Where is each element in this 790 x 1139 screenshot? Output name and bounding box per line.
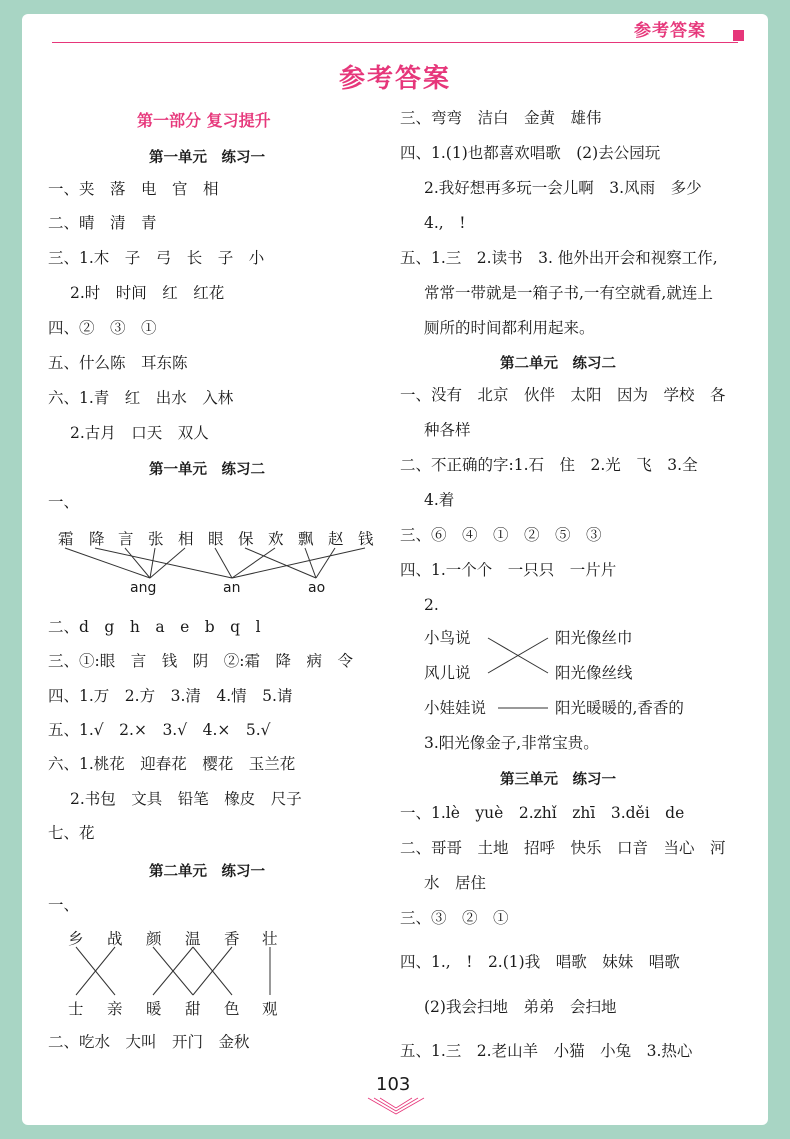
page-number: 103 <box>376 1074 411 1095</box>
match-char: 赵 <box>328 530 344 548</box>
answer-line: 一、1.lè yuè 2.zhǐ zhī 3.děi de <box>400 804 685 822</box>
match-char: 钱 <box>358 530 374 548</box>
answer-line: 2. <box>424 596 439 614</box>
question-number: 一、 <box>48 896 80 914</box>
answer-line: 2.书包 文具 铅笔 橡皮 尺子 <box>70 790 302 808</box>
answer-line: 二、d g h a e b q l <box>48 618 261 636</box>
match-char: 乡 <box>68 930 84 948</box>
answer-line: 厕所的时间都利用起来。 <box>424 319 595 337</box>
question-number: 一、 <box>48 493 80 511</box>
answer-line: 三、③ ② ① <box>400 909 509 927</box>
match-sound: ao <box>308 580 326 596</box>
answer-line: 三、弯弯 洁白 金黄 雄伟 <box>400 109 602 127</box>
section-heading-u3e1: 第三单元 练习一 <box>500 772 616 788</box>
match-char: 色 <box>224 1000 240 1018</box>
match-char: 相 <box>178 530 194 548</box>
answer-line: 五、1.√ 2.× 3.√ 4.× 5.√ <box>48 721 271 739</box>
answer-line: 四、1.(1)也都喜欢唱歌 (2)去公园玩 <box>400 144 661 162</box>
match-left: 风儿说 <box>424 664 471 682</box>
answer-line: 水 居住 <box>424 874 487 892</box>
answer-line: 三、①:眼 言 钱 阴 ②:霜 降 病 令 <box>48 652 353 670</box>
match-sound: an <box>223 580 241 596</box>
match-char: 亲 <box>107 1000 123 1018</box>
answer-line: 3.阳光像金子,非常宝贵。 <box>424 734 599 752</box>
answer-line: 三、1.木 子 弓 长 子 小 <box>48 249 265 267</box>
section-heading-u1e2: 第一单元 练习二 <box>149 462 265 478</box>
match-char: 霜 <box>58 530 74 548</box>
answer-line: 七、花 <box>48 824 95 842</box>
answer-line: 五、1.三 2.老山羊 小猫 小兔 3.热心 <box>400 1042 693 1060</box>
answer-line: 四、1.一个个 一只只 一片片 <box>400 561 617 579</box>
match-char: 颜 <box>146 930 162 948</box>
answer-line: 4.着 <box>424 491 455 509</box>
part-heading: 第一部分 复习提升 <box>137 111 271 130</box>
match-left: 小娃娃说 <box>424 699 487 717</box>
match-right: 阳光暖暖的,香香的 <box>555 699 684 717</box>
header-label: 参考答案 <box>634 21 706 41</box>
answer-line: 六、1.青 红 出水 入林 <box>48 389 234 407</box>
answer-line: 四、1., ! 2.(1)我 唱歌 妹妹 唱歌 <box>400 953 680 971</box>
answer-line: 常常一带就是一箱子书,一有空就看,就连上 <box>424 284 713 302</box>
answer-line: 三、⑥ ④ ① ② ⑤ ③ <box>400 526 602 544</box>
answer-line: 六、1.桃花 迎春花 樱花 玉兰花 <box>48 755 296 773</box>
answer-line: 2.古月 口天 双人 <box>70 424 209 442</box>
match-char: 观 <box>262 1000 278 1018</box>
match-right: 阳光像丝巾 <box>555 629 633 647</box>
answer-line: 五、什么陈 耳东陈 <box>48 354 188 372</box>
answer-line: 2.我好想再多玩一会儿啊 3.风雨 多少 <box>424 179 702 197</box>
match-right: 阳光像丝线 <box>555 664 633 682</box>
match-char: 言 <box>118 530 134 548</box>
answer-line: 2.时 时间 红 红花 <box>70 284 225 302</box>
match-char: 壮 <box>262 930 278 948</box>
match-char: 降 <box>89 530 105 548</box>
answer-line: 二、吃水 大叫 开门 金秋 <box>48 1033 250 1051</box>
match-char: 香 <box>224 930 240 948</box>
match-char: 战 <box>107 930 123 948</box>
match-char: 欢 <box>268 530 284 548</box>
match-char: 张 <box>148 530 164 548</box>
answer-line: 二、晴 清 青 <box>48 214 157 232</box>
section-heading-u2e2: 第二单元 练习二 <box>500 356 616 372</box>
answer-line: 二、哥哥 土地 招呼 快乐 口音 当心 河 <box>400 839 726 857</box>
answer-line: 种各样 <box>424 421 471 439</box>
answer-line: (2)我会扫地 弟弟 会扫地 <box>424 998 617 1016</box>
section-heading-u2e1: 第二单元 练习一 <box>149 864 265 880</box>
answer-line: 二、不正确的字:1.石 住 2.光 飞 3.全 <box>400 456 698 474</box>
answer-line: 4., ! <box>424 214 466 232</box>
answer-line: 四、1.万 2.方 3.清 4.情 5.请 <box>48 687 293 705</box>
section-heading-u1e1: 第一单元 练习一 <box>149 150 265 166</box>
match-char: 士 <box>68 1000 84 1018</box>
match-char: 保 <box>238 530 254 548</box>
answer-line: 五、1.三 2.读书 3. 他外出开会和视察工作, <box>400 249 718 267</box>
answer-line: 一、夹 落 电 官 相 <box>48 180 219 198</box>
match-left: 小鸟说 <box>424 629 471 647</box>
match-sound: ang <box>130 580 157 596</box>
match-char: 飘 <box>298 530 314 548</box>
page-number-decoration <box>366 1096 426 1116</box>
answer-line: 四、② ③ ① <box>48 319 157 337</box>
page-title: 参考答案 <box>338 64 451 94</box>
match-char: 暖 <box>146 1000 162 1018</box>
match-char: 眼 <box>208 530 224 548</box>
match-char: 温 <box>185 930 201 948</box>
match-char: 甜 <box>185 1000 201 1018</box>
answer-line: 一、没有 北京 伙伴 太阳 因为 学校 各 <box>400 386 726 404</box>
